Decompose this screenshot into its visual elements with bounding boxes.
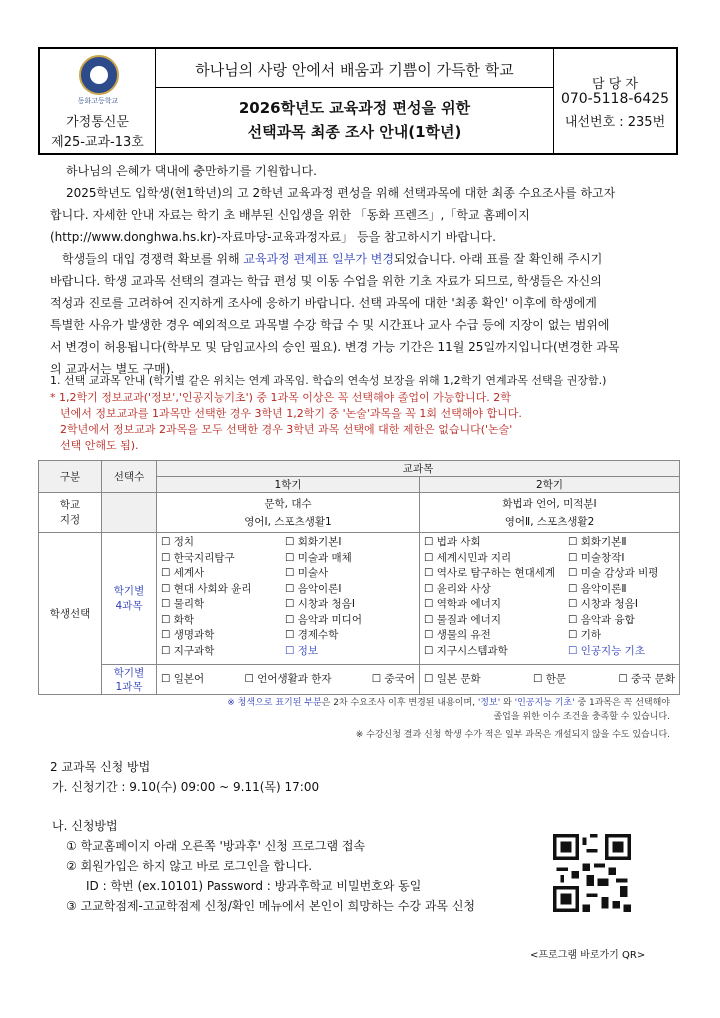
apply-steps [66, 836, 475, 916]
subject-checkbox[interactable]: ☐ 세계사 [161, 566, 285, 582]
subject-checkbox[interactable]: ☐ 물질과 에너지 [424, 613, 568, 629]
intro-line: 의 교과서는 별도 구매). [50, 362, 175, 376]
subject-checkbox[interactable]: ☐ 음악과 융합 [568, 613, 658, 629]
subject-checkbox[interactable]: ☐ 회화기본Ⅰ [285, 535, 362, 551]
sem1-list-a [161, 535, 285, 659]
sem1-header: 1학기 [157, 477, 420, 493]
subject-checkbox[interactable]: ☐ 기하 [568, 628, 658, 644]
page-title-line1: 2026학년도 교육과정 편성을 위한 [238, 99, 471, 117]
logo-text: 동화고등학교 [77, 97, 119, 105]
subject-checkbox[interactable]: ☐ 정보 [285, 644, 362, 660]
sem1-fixed [157, 493, 420, 533]
sem2-header: 2학기 [420, 477, 680, 493]
subject-checkbox[interactable]: ☐ 세계시민과 지리 [424, 551, 568, 567]
text-span: 학생들의 대입 경쟁력 확보를 위해 [62, 252, 244, 266]
school-slogan: 하나님의 사랑 안에서 배움과 기쁨이 가득한 학교 [195, 61, 514, 79]
text-span: 와 [500, 698, 515, 708]
sem2-list-b [568, 535, 658, 659]
apply-method: 나. 신청방법 [52, 819, 118, 833]
subject-checkbox[interactable]: ☐ 시창과 청음Ⅰ [285, 597, 362, 613]
subject-checkbox[interactable]: ☐ 한국지리탐구 [161, 551, 285, 567]
subject-checkbox[interactable]: ☐ 회화기본Ⅱ [568, 535, 658, 551]
subject-checkbox[interactable]: ☐ 화학 [161, 613, 285, 629]
sem2-lang [420, 665, 680, 695]
login-detail: ID : 학번 (ex.10101) Password : 방과후학교 비밀번호와 동일 [86, 879, 422, 893]
subject-checkbox[interactable]: ☐ 미술과 매체 [285, 551, 362, 567]
subject-checkbox[interactable]: ☐ 시창과 청음Ⅰ [568, 597, 658, 613]
intro-line [50, 248, 680, 270]
letter-header [38, 47, 678, 155]
fixed-subjects: 영어Ⅰ, 스포츠생활1 [244, 515, 332, 528]
subject-checkbox[interactable]: ☐ 한문 [533, 672, 566, 688]
sem2-lang-list [424, 672, 675, 688]
table-notes [110, 696, 670, 742]
text-span: ※ 청색으로 표기된 부분 [227, 698, 322, 708]
intro-line: 특별한 사유가 발생한 경우 예외적으로 과목별 수강 학급 수 및 시간표나 교사 수급 등에 지장이 없는 범위에 [50, 318, 610, 332]
intro-line: 2025학년도 입학생(현1학년)의 고 2학년 교육과정 편성을 위해 선택과목에 대한 최종 수요조사를 하고자 [66, 186, 616, 200]
section2-heading: 2 교과목 신청 방법 [50, 760, 151, 774]
title-cell [155, 87, 554, 153]
qr-caption: <프로그램 바로가기 QR> [530, 950, 646, 961]
section1-heading: 1. 선택 교과목 안내 (학기별 같은 위치는 연계 과목임. 학습의 연속성 보장을 위해 1,2학기 연계과목 선택을 권장함.) [50, 374, 607, 387]
doc-number: 제25-교과-13호 [51, 135, 144, 150]
subject-checkbox[interactable]: ☐ 경제수학 [285, 628, 362, 644]
note-line: ※ 수강신청 결과 신청 학생 수가 적은 일부 과목은 개설되지 않을 수도 있습니다. [355, 730, 670, 740]
text-span: 은 2차 수요조사 이후 변경된 내용이며, [321, 698, 478, 708]
sem1-choices [157, 533, 420, 665]
contact-phone: 070-5118-6425 [560, 91, 670, 107]
subject-checkbox[interactable]: ☐ 정치 [161, 535, 285, 551]
sem2-list-a [424, 535, 568, 659]
subject-checkbox[interactable]: ☐ 음악이론Ⅰ [285, 582, 362, 598]
intro-line: 서 변경이 허용됩니다(학부모 및 담임교사의 승인 필요). 변경 가능 기간은 11월 25일까지입니다(변경한 과목 [50, 340, 620, 354]
header-left-cell [40, 49, 156, 153]
text-span: 되었습니다. 아래 표를 잘 확인해 주시기 [393, 252, 603, 266]
contact-extension: 내선번호 : 235번 [564, 115, 666, 130]
subject-checkbox[interactable]: ☐ 미술사 [285, 566, 362, 582]
subject-checkbox[interactable]: ☐ 역사로 탐구하는 현대세계 [424, 566, 568, 582]
subject-checkbox[interactable]: ☐ 물리학 [161, 597, 285, 613]
subject-checkbox[interactable]: ☐ 일본어 [161, 672, 204, 688]
apply-period: 가. 신청기간 : 9.10(수) 09:00 ~ 9.11(목) 17:00 [52, 780, 320, 794]
fixed-subjects: 문학, 대수 [264, 497, 312, 510]
greeting: 하나님의 은혜가 댁내에 충만하기를 기원합니다. [66, 164, 317, 178]
note-line: 년에서 정보교과를 1과목만 선택한 경우 3학년 1,2학기 중 '논술'과목을 꼭 1회 선택해야 합니다. [60, 407, 522, 420]
sem1-lang [157, 665, 420, 695]
subject-checkbox[interactable]: ☐ 음악과 미디어 [285, 613, 362, 629]
subject-checkbox[interactable]: ☐ 역학과 에너지 [424, 597, 568, 613]
intro-line: (http://www.donghwa.hs.kr)-자료마당-교육과정자료」 등을 참고하시기 바랍니다. [50, 230, 496, 244]
contact-label: 담 당 자 [592, 77, 638, 92]
doc-type: 가정통신문 [66, 115, 129, 130]
note-line: 2학년에서 정보교과 2과목을 모두 선택한 경우 3학년 과목 선택에 대한 제한은 없습니다('논술' [60, 423, 513, 436]
contact-cell [553, 49, 676, 153]
subject-checkbox[interactable]: ☐ 일본 문화 [424, 672, 481, 688]
qr-code-icon[interactable] [551, 832, 633, 914]
intro-text [50, 160, 680, 380]
step-3: ③ 고교학점제-고교학점제 신청/확인 메뉴에서 본인이 희망하는 수강 과목 신청 [66, 899, 476, 913]
subject-table [38, 460, 680, 695]
subject-checkbox[interactable]: ☐ 생물의 유전 [424, 628, 568, 644]
subject-checkbox[interactable]: ☐ 생명과학 [161, 628, 285, 644]
text-span: 중 1과목은 꼭 선택해야 [574, 698, 670, 708]
text-span: '정보' [477, 698, 501, 708]
subject-checkbox[interactable]: ☐ 인공지능 기초 [568, 644, 658, 660]
subject-checkbox[interactable]: ☐ 중국 문화 [618, 672, 675, 688]
subject-checkbox[interactable]: ☐ 미술창작Ⅰ [568, 551, 658, 567]
subject-checkbox[interactable]: ☐ 지구과학 [161, 644, 285, 660]
group-4-subjects: 학기별 4과목 [102, 533, 157, 665]
step-1: ① 학교홈페이지 아래 오른쪽 '방과후' 신청 프로그램 접속 [66, 839, 366, 853]
sem2-choices [420, 533, 680, 665]
qr-pattern [553, 834, 631, 912]
sem2-fixed [420, 493, 680, 533]
subject-checkbox[interactable]: ☐ 현대 사회와 윤리 [161, 582, 285, 598]
empty-cell [102, 493, 157, 533]
section1-note [50, 390, 680, 454]
slogan-cell [155, 49, 554, 88]
subject-checkbox[interactable]: ☐ 윤리와 사상 [424, 582, 568, 598]
school-logo-icon [79, 55, 119, 95]
note-line: 졸업을 위한 이수 조건을 충족할 수 있습니다. [493, 712, 670, 722]
subject-checkbox[interactable]: ☐ 법과 사회 [424, 535, 568, 551]
subject-checkbox[interactable]: ☐ 미술 감상과 비평 [568, 566, 658, 582]
text-span: '인공지능 기초' [514, 698, 575, 708]
blue-highlight: 교육과정 편제표 일부가 변경 [243, 252, 394, 266]
group-1-subject: 학기별 1과목 [102, 665, 157, 695]
step-2: ② 회원가입은 하지 않고 바로 로그인을 합니다. [66, 859, 313, 873]
intro-line: 적성과 진로를 고려하여 진지하게 조사에 응하기 바랍니다. 선택 과목에 대한 '최종 확인' 이후에 학생에게 [50, 296, 597, 310]
page-title-line2: 선택과목 최종 조사 안내(1학년) [247, 123, 462, 141]
col-select-count: 선택수 [102, 461, 157, 493]
fixed-subjects: 화법과 언어, 미적분Ⅰ [502, 497, 597, 510]
row-school-designated: 학교 지정 [39, 493, 102, 533]
col-category: 구분 [39, 461, 102, 493]
note-line [110, 696, 670, 710]
sem1-list-b [285, 535, 362, 659]
subject-checkbox[interactable]: ☐ 지구시스템과학 [424, 644, 568, 660]
sem1-lang-list [161, 672, 415, 688]
intro-line: 합니다. 자세한 안내 자료는 학기 초 배부된 신입생을 위한 「동화 프렌즈」,「학교 홈페이지 [50, 208, 530, 222]
fixed-subjects: 영어Ⅱ, 스포츠생활2 [504, 515, 595, 528]
intro-line: 바랍니다. 학생 교과목 선택의 결과는 학급 편성 및 이동 수업을 위한 기초 자료가 되므로, 학생들은 자신의 [50, 274, 602, 288]
note-line: 선택 안해도 됨). [60, 439, 139, 452]
col-subjects: 교과목 [157, 461, 680, 477]
subject-checkbox[interactable]: ☐ 언어생활과 한자 [244, 672, 331, 688]
row-student-choice: 학생선택 [39, 533, 102, 695]
subject-checkbox[interactable]: ☐ 음악이론Ⅱ [568, 582, 658, 598]
subject-checkbox[interactable]: ☐ 중국어 [372, 672, 415, 688]
note-line: * 1,2학기 정보교과('정보','인공지능기초') 중 1과목 이상은 꼭 선택해야 졸업이 가능합니다. 2학 [50, 391, 511, 404]
